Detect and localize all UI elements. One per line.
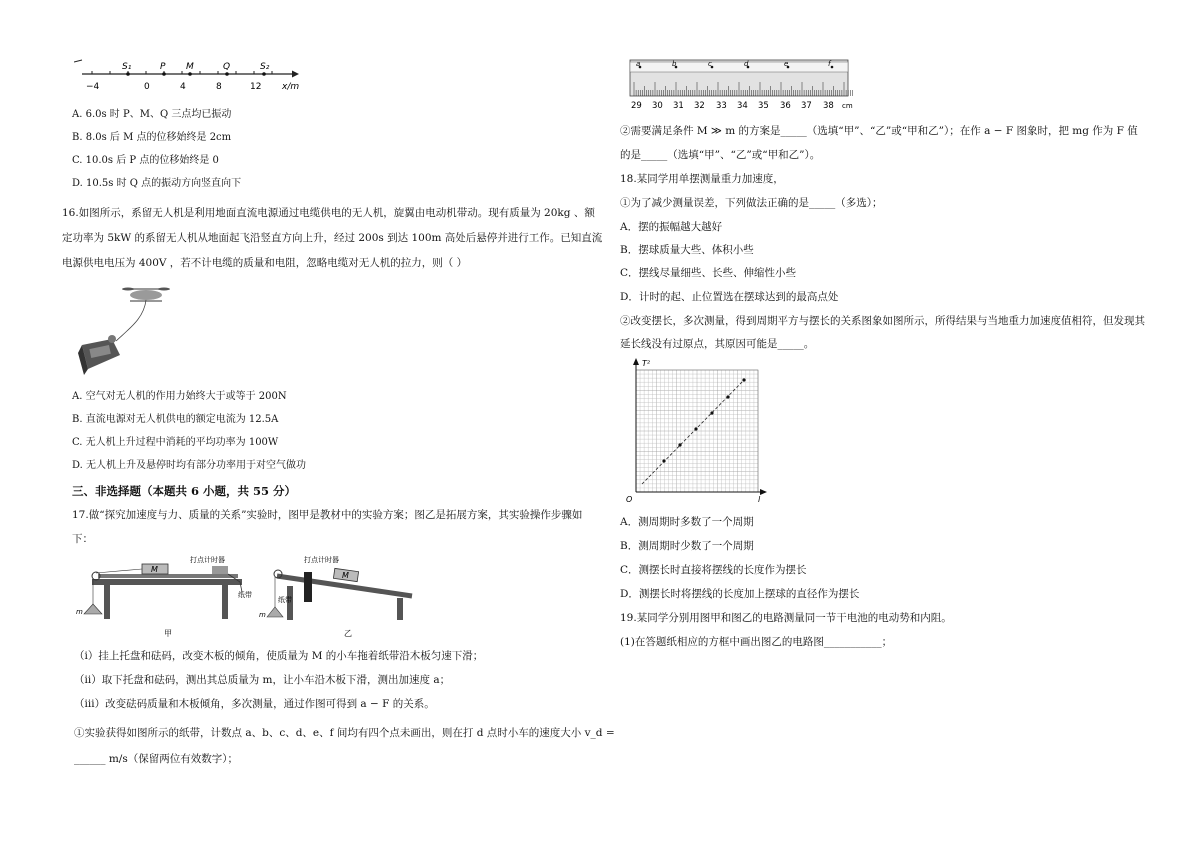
q16-text-line: 16.如图所示，系留无人机是利用地面直流电源通过电缆供电的无人机，旋翼由电动机带动。现有质量为 20kg 、额	[62, 207, 595, 219]
q17-sub1-line: ______ m/s（保留两位有效数字）；	[74, 753, 238, 765]
q16-text-line: 电源供电电压为 400V ，若不计电缆的质量和电阻，忽略电缆对无人机的拉力，则（ ）	[62, 257, 468, 269]
q16-option-b: B. 直流电源对无人机供电的额定电流为 12.5A	[72, 414, 279, 425]
graph-origin-label: O	[626, 495, 633, 504]
q18-sub1-option-c: C．摆线尽量细些、长些、伸缩性小些	[620, 267, 797, 279]
label-jia: 甲	[164, 629, 172, 638]
q18-sub1: ①为了减少测量误差，下列做法正确的是_____（多选）；	[620, 197, 883, 209]
section-3-title: 三、非选择题（本题共 6 小题，共 55 分）	[72, 484, 297, 498]
q18-sub1-option-b: B．摆球质量大些、体积小些	[620, 244, 754, 256]
point-p-label: P	[160, 62, 166, 72]
ruler-number: 36	[780, 101, 791, 111]
q18-sub2-option-b: B．测周期时少数了一个周期	[620, 540, 754, 552]
ruler-tape-figure	[628, 56, 868, 112]
tethered-drone-figure	[74, 283, 184, 383]
mass-label: m	[259, 611, 266, 619]
ruler-number: 34	[737, 101, 748, 111]
t2-vs-l-graph	[624, 356, 774, 506]
axis-label: x/m	[282, 82, 300, 92]
ruler-number: 33	[716, 101, 727, 111]
point-s1-label: S₁	[122, 62, 132, 72]
q18-sub2-option-a: A．测周期时多数了一个周期	[620, 516, 754, 528]
tape-point-label: c	[708, 60, 712, 68]
label-yi: 乙	[344, 629, 352, 638]
apparatus-yi	[259, 555, 412, 638]
q17-sub2-line: 的是_____（选填“甲”、“乙”或“甲和乙”）。	[620, 149, 821, 161]
q17-step-2: （ⅱ）取下托盘和砝码，测出其总质量为 m，让小车沿木板下滑，测出加速度 a；	[74, 674, 451, 686]
point-q-label: Q	[223, 62, 231, 72]
ruler-number: 31	[673, 101, 684, 111]
q15-option-d: D. 10.5s 时 Q 点的振动方向竖直向下	[72, 178, 242, 189]
q19-sub1: (1)在答题纸相应的方框中画出图乙的电路图___________；	[620, 636, 893, 648]
apparatus-jia	[76, 555, 252, 638]
mass-label: m	[76, 608, 83, 616]
ruler-number: 32	[694, 101, 705, 111]
tick-label: 0	[144, 82, 150, 92]
tape-point-label: f	[828, 60, 831, 68]
number-line-figure	[74, 58, 319, 98]
q18-sub2-option-d: D．测摆长时将摆线的长度加上摆球的直径作为摆长	[620, 588, 860, 600]
q15-option-c: C. 10.0s 后 P 点的位移始终是 0	[72, 155, 219, 166]
tape-point-label: a	[636, 60, 641, 68]
ruler-number: 38	[823, 101, 834, 111]
experiment-apparatus-figure	[72, 552, 432, 642]
timer-label: 打点计时器	[304, 556, 339, 564]
q17-step-1: （ⅰ）挂上托盘和砝码，改变木板的倾角，使质量为 M 的小车拖着纸带沿木板匀速下滑；	[74, 650, 484, 662]
ruler-number: 37	[801, 101, 812, 111]
q18-sub2-line: ②改变摆长，多次测量，得到周期平方与摆长的关系图象如图所示，所得结果与当地重力加速度值相符，但发现其	[620, 315, 1145, 327]
tape-point-label: d	[744, 60, 749, 68]
q16-option-d: D. 无人机上升及悬停时均有部分功率用于对空气做功	[72, 460, 307, 471]
timer-label: 打点计时器	[190, 556, 225, 564]
tape-point-label: b	[672, 60, 677, 68]
q18-title: 18.某同学用单摆测量重力加速度，	[620, 173, 784, 185]
graph-x-label: l	[758, 495, 761, 504]
q16-option-c: C. 无人机上升过程中消耗的平均功率为 100W	[72, 437, 279, 448]
q17-text-line: 17.做“探究加速度与力、质量的关系”实验时，图甲是教材中的实验方案；图乙是拓展方案，其实验操作步骤如	[72, 509, 583, 521]
ruler-number: 35	[758, 101, 769, 111]
q16-option-a: A. 空气对无人机的作用力始终大于或等于 200N	[72, 391, 287, 402]
q18-sub1-option-a: A．摆的振幅越大越好	[620, 221, 723, 233]
cart-label: M	[151, 565, 158, 574]
tick-label: 4	[180, 82, 186, 92]
ruler-number: 30	[652, 101, 663, 111]
tape-label: 纸带	[278, 596, 292, 604]
q17-sub2-line: ②需要满足条件 M ≫ m 的方案是_____（选填“甲”、“乙”或“甲和乙”）；在作 a − F 图象时，把 mg 作为 F 值	[620, 125, 1138, 137]
graph-y-label: T²	[642, 359, 651, 368]
q18-sub2-line: 延长线没有过原点，其原因可能是_____。	[620, 338, 815, 350]
point-s2-label: S₂	[260, 62, 270, 72]
q18-sub2-option-c: C．测摆长时直接将摆线的长度作为摆长	[620, 564, 807, 576]
cart-label: M	[342, 571, 349, 580]
q17-step-3: （ⅲ）改变砝码质量和木板倾角，多次测量，通过作图可得到 a − F 的关系。	[74, 698, 435, 710]
tick-label: 12	[250, 82, 262, 92]
tick-label: −4	[86, 82, 100, 92]
tape-point-label: e	[784, 60, 789, 68]
ruler-number: 29	[631, 101, 642, 111]
q18-sub1-option-d: D．计时的起、止位置选在摆球达到的最高点处	[620, 291, 839, 303]
q17-sub1-line: ①实验获得如图所示的纸带，计数点 a、b、c、d、e、f 间均有四个点未画出，则在打 d 点时小车的速度大小 v_d =	[74, 727, 615, 739]
ruler-unit: cm	[842, 102, 853, 110]
tick-label: 8	[216, 82, 222, 92]
q17-text-line: 下：	[72, 533, 93, 545]
point-m-label: M	[186, 62, 194, 72]
q15-option-a: A. 6.0s 时 P、M、Q 三点均已振动	[72, 109, 232, 120]
tape-label: 纸带	[238, 591, 252, 599]
q15-option-b: B. 8.0s 后 M 点的位移始终是 2cm	[72, 132, 232, 143]
q19-title: 19.某同学分别用图甲和图乙的电路测量同一节干电池的电动势和内阻。	[620, 612, 952, 624]
q16-text-line: 定功率为 5kW 的系留无人机从地面起飞沿竖直方向上升，经过 200s 到达 100m 高处后悬停并进行工作。已知直流	[62, 232, 603, 244]
